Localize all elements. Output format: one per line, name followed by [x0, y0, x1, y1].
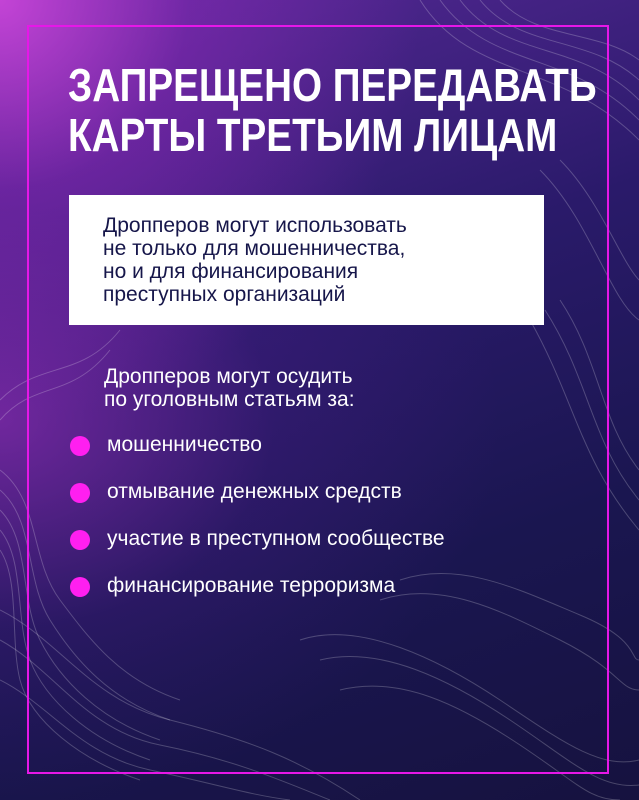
list-item	[70, 477, 590, 524]
list-intro	[104, 365, 534, 411]
info-card	[69, 195, 544, 325]
bullet-dot-icon	[70, 577, 90, 597]
list-intro-line: Дропперов могут осудить	[104, 365, 353, 388]
bullet-dot-icon	[70, 436, 90, 456]
headline-line-2: КАРТЫ ТРЕТЬИМ ЛИЦАМ	[68, 109, 558, 161]
list-intro-line: по уголовным статьям за:	[104, 388, 355, 411]
offense-list	[70, 430, 590, 618]
list-item	[70, 571, 590, 618]
info-card-text	[103, 214, 533, 306]
list-item-label: финансирование терроризма	[107, 574, 396, 597]
info-card-line: Дропперов могут использовать	[103, 214, 407, 237]
bullet-dot-icon	[70, 530, 90, 550]
headline-line-1: ЗАПРЕЩЕНО ПЕРЕДАВАТЬ	[68, 59, 597, 111]
list-item-label: отмывание денежных средств	[107, 480, 402, 503]
bullet-dot-icon	[70, 483, 90, 503]
info-card-line: не только для мошенничества,	[103, 237, 406, 260]
info-card-line: преступных организаций	[103, 283, 346, 306]
info-card-line: но и для финансирования	[103, 260, 359, 283]
list-item-label: мошенничество	[107, 433, 262, 456]
headline	[68, 59, 597, 161]
list-item	[70, 524, 590, 571]
list-item	[70, 430, 590, 477]
list-item-label: участие в преступном сообществе	[107, 527, 445, 550]
